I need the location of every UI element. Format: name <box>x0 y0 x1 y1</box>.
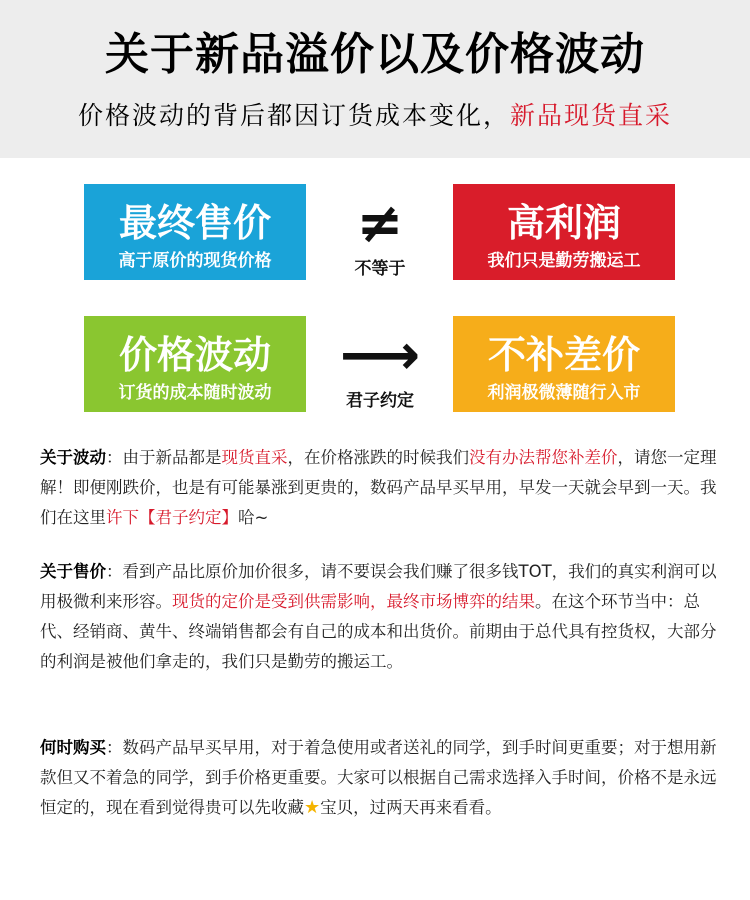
paragraph-price <box>40 557 720 677</box>
no-price-diff-box <box>453 316 675 412</box>
paragraph-highlight: 许下【君子约定】 <box>106 508 238 527</box>
not-equal-icon: ≠ <box>356 191 404 256</box>
paragraph-text: ，在价格涨跌的时候我们 <box>287 448 469 467</box>
paragraph-highlight: 现货直采 <box>221 448 288 467</box>
paragraph-lead: 何时购买 <box>40 738 106 757</box>
paragraph-text: 宝贝，过两天再来看看。 <box>320 798 502 817</box>
not-equal-label: 不等于 <box>354 259 406 279</box>
page-title: 关于新品溢价以及价格波动 <box>105 29 645 80</box>
star-icon: ★ <box>304 797 321 818</box>
paragraph-lead: 关于售价 <box>40 562 106 581</box>
no-price-diff-title: 不补差价 <box>487 333 640 377</box>
high-profit-title: 高利润 <box>506 201 621 245</box>
arrow-label: 君子约定 <box>346 391 414 411</box>
paragraph-highlight: 没有办法帮您补差价 <box>469 448 618 467</box>
subtitle-text: 价格波动的背后都因订货成本变化， <box>77 101 510 130</box>
paragraph-text: ：看到产品比原价加价很多，请不要误会我们赚了很多钱TOT，我们的真实利润可以用极微利来形容。 <box>40 562 717 611</box>
paragraph-highlight: 现货的定价是受到供需影响，最终市场博弈的结果 <box>172 592 535 611</box>
header-banner <box>0 0 750 158</box>
not-equal-group <box>320 191 440 279</box>
paragraph-text: 哈~ <box>238 508 269 527</box>
high-profit-box <box>453 184 675 280</box>
paragraph-text: 。在这个环节当中：总代、经销商、黄牛、终端销售都会有自己的成本和出货价。前期由于总代具有控货权，大部分的利润是被他们拿走的，我们只是勤劳的搬运工。 <box>40 592 717 671</box>
paragraph-text: ，请您一定理解！即便刚跌价，也是有可能暴涨到更贵的，数码产品早买早用，早发一天就会早到一天。我们在这里 <box>40 448 717 527</box>
no-price-diff-caption: 利润极微薄随行入市 <box>487 383 641 403</box>
price-fluctuation-caption: 订货的成本随时波动 <box>118 383 272 403</box>
final-price-title: 最终售价 <box>118 201 271 245</box>
arrow-group <box>320 323 440 411</box>
paragraph-fluctuation <box>40 443 720 533</box>
right-arrow-icon: ⟶ <box>339 323 421 388</box>
page-subtitle <box>0 96 750 132</box>
paragraph-text: ：由于新品都是 <box>106 448 222 467</box>
paragraph-text: ：数码产品早买早用，对于着急使用或者送礼的同学，到手时间更重要；对于想用新款但又不着急的同学，到手价格更重要。大家可以根据自己需求选择入手时间，价格不是永远恒定的，现在看到觉得贵可以先收藏 <box>40 738 717 817</box>
final-price-box <box>84 184 306 280</box>
high-profit-caption: 我们只是勤劳搬运工 <box>487 251 641 271</box>
final-price-caption: 高于原价的现货价格 <box>118 251 272 271</box>
price-fluctuation-box <box>84 316 306 412</box>
subtitle-highlight: 新品现货直采 <box>510 101 673 130</box>
paragraph-when-to-buy <box>40 733 720 823</box>
paragraph-lead: 关于波动 <box>40 448 106 467</box>
price-fluctuation-title: 价格波动 <box>118 333 271 377</box>
